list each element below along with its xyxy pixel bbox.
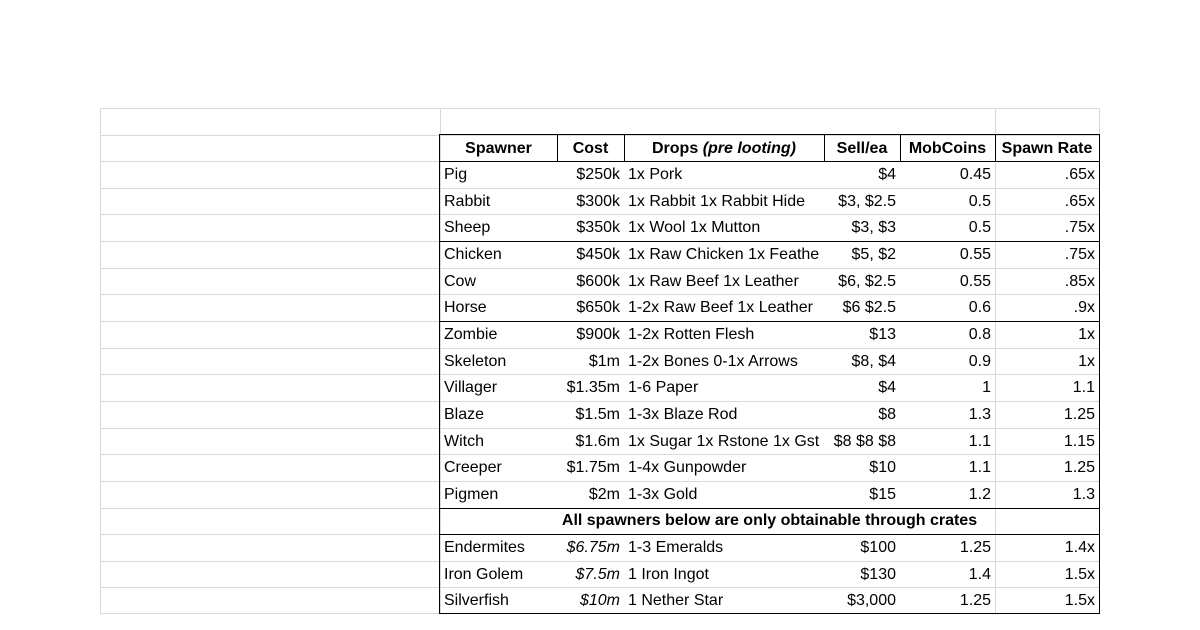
table-cell-cost[interactable]: $650k: [576, 299, 620, 316]
table-cell-drops[interactable]: 1x Raw Beef 1x Leather: [628, 273, 799, 290]
table-cell-sell[interactable]: $4: [878, 379, 896, 396]
table-cell-drops[interactable]: 1x Wool 1x Mutton: [628, 219, 761, 236]
table-cell-spawn-rate[interactable]: .9x: [1073, 299, 1095, 316]
crate-cell-drops[interactable]: 1-3 Emeralds: [628, 539, 724, 556]
table-cell-sell[interactable]: $10: [869, 459, 896, 476]
table-cell-mobcoins[interactable]: 0.55: [959, 273, 991, 290]
table-cell-spawner[interactable]: Villager: [444, 379, 498, 396]
table-cell-mobcoins[interactable]: 0.45: [959, 166, 991, 183]
table-cell-cost[interactable]: $1.5m: [575, 406, 620, 423]
table-cell-spawner[interactable]: Creeper: [444, 459, 502, 476]
table-cell-mobcoins[interactable]: 0.8: [968, 326, 991, 343]
header-drops-suffix: (pre looting): [702, 140, 796, 157]
table-cell-sell[interactable]: $3, $3: [851, 219, 896, 236]
table-cell-mobcoins[interactable]: 1.1: [968, 459, 991, 476]
table-cell-sell[interactable]: $13: [869, 326, 896, 343]
table-cell-sell[interactable]: $6 $2.5: [842, 299, 896, 316]
table-cell-spawner[interactable]: Pigmen: [444, 486, 499, 503]
crate-cell-spawn-rate[interactable]: 1.5x: [1064, 566, 1095, 583]
table-cell-spawner[interactable]: Skeleton: [444, 353, 507, 370]
crate-cell-sell[interactable]: $100: [860, 539, 896, 556]
crate-cell-spawner[interactable]: Silverfish: [444, 592, 509, 609]
table-cell-drops[interactable]: 1x Rabbit 1x Rabbit Hide: [628, 193, 805, 210]
table-cell-cost[interactable]: $1m: [588, 353, 620, 370]
table-cell-cost[interactable]: $900k: [576, 326, 620, 343]
crate-cell-sell[interactable]: $130: [860, 566, 896, 583]
header-mobcoins[interactable]: MobCoins: [908, 140, 987, 157]
table-cell-cost[interactable]: $250k: [576, 166, 620, 183]
table-cell-spawner[interactable]: Horse: [444, 299, 487, 316]
header-spawner[interactable]: Spawner: [465, 140, 532, 157]
table-cell-sell[interactable]: $8, $4: [851, 353, 896, 370]
table-cell-cost[interactable]: $350k: [576, 219, 620, 236]
table-cell-spawner[interactable]: Pig: [444, 166, 468, 183]
table-cell-spawner[interactable]: Rabbit: [444, 193, 491, 210]
table-cell-cost[interactable]: $450k: [576, 246, 620, 263]
crate-cell-cost[interactable]: $10m: [579, 592, 620, 609]
crate-cell-spawner[interactable]: Endermites: [444, 539, 525, 556]
table-cell-sell[interactable]: $5, $2: [851, 246, 896, 263]
table-cell-mobcoins[interactable]: 1: [982, 379, 991, 396]
crate-cell-spawn-rate[interactable]: 1.5x: [1064, 592, 1095, 609]
table-cell-spawner[interactable]: Zombie: [444, 326, 498, 343]
table-cell-cost[interactable]: $2m: [588, 486, 620, 503]
crate-cell-drops[interactable]: 1 Nether Star: [628, 592, 724, 609]
table-cell-spawn-rate[interactable]: 1.25: [1063, 406, 1095, 423]
table-cell-mobcoins[interactable]: 0.5: [968, 219, 991, 236]
border-top: [439, 134, 1100, 135]
table-cell-spawner[interactable]: Cow: [444, 273, 477, 290]
table-cell-drops[interactable]: 1-2x Bones 0-1x Arrows: [628, 353, 798, 370]
table-cell-cost[interactable]: $1.75m: [566, 459, 620, 476]
table-cell-drops[interactable]: 1-3x Gold: [628, 486, 698, 503]
table-cell-drops[interactable]: 1-2x Raw Beef 1x Leather: [628, 299, 813, 316]
table-cell-spawn-rate[interactable]: .65x: [1064, 166, 1095, 183]
table-cell-sell[interactable]: $8 $8 $8: [833, 433, 896, 450]
gridline-h: [100, 108, 1100, 109]
crate-note[interactable]: All spawners below are only obtainable through crates: [561, 512, 978, 529]
table-cell-mobcoins[interactable]: 0.9: [968, 353, 991, 370]
table-cell-spawn-rate[interactable]: 1.3: [1072, 486, 1095, 503]
table-cell-mobcoins[interactable]: 0.6: [968, 299, 991, 316]
crate-cell-mobcoins[interactable]: 1.4: [968, 566, 991, 583]
table-cell-spawn-rate[interactable]: .75x: [1064, 246, 1095, 263]
table-cell-mobcoins[interactable]: 1.2: [968, 486, 991, 503]
table-cell-mobcoins[interactable]: 1.1: [968, 433, 991, 450]
crate-cell-drops[interactable]: 1 Iron Ingot: [628, 566, 709, 583]
table-cell-sell[interactable]: $3, $2.5: [838, 193, 896, 210]
table-cell-cost[interactable]: $300k: [576, 193, 620, 210]
header-sell[interactable]: Sell/ea: [836, 140, 888, 157]
table-cell-spawn-rate[interactable]: 1.1: [1072, 379, 1095, 396]
gridline-v: [100, 108, 101, 614]
table-cell-drops[interactable]: 1-3x Blaze Rod: [628, 406, 738, 423]
crate-cell-sell[interactable]: $3,000: [847, 592, 896, 609]
table-cell-drops[interactable]: 1x Sugar 1x Rstone 1x Gst: [628, 433, 820, 450]
table-cell-spawner[interactable]: Sheep: [444, 219, 491, 236]
crate-cell-spawner[interactable]: Iron Golem: [444, 566, 524, 583]
table-cell-spawn-rate[interactable]: 1.15: [1063, 433, 1095, 450]
table-cell-spawner[interactable]: Witch: [444, 433, 484, 450]
table-cell-spawn-rate[interactable]: .65x: [1064, 193, 1095, 210]
table-cell-drops[interactable]: 1x Raw Chicken 1x Feathe: [628, 246, 820, 263]
table-cell-cost[interactable]: $600k: [576, 273, 620, 290]
table-cell-drops[interactable]: 1-6 Paper: [628, 379, 699, 396]
crate-cell-mobcoins[interactable]: 1.25: [959, 592, 991, 609]
table-cell-spawn-rate[interactable]: 1x: [1078, 353, 1095, 370]
header-drops[interactable]: [624, 136, 824, 162]
header-spawn-rate[interactable]: Spawn Rate: [1001, 140, 1093, 157]
table-cell-spawner[interactable]: Chicken: [444, 246, 502, 263]
crate-cell-mobcoins[interactable]: 1.25: [959, 539, 991, 556]
crate-cell-cost[interactable]: $6.75m: [566, 539, 620, 556]
table-cell-spawn-rate[interactable]: 1x: [1078, 326, 1095, 343]
table-cell-drops[interactable]: 1-2x Rotten Flesh: [628, 326, 755, 343]
table-cell-sell[interactable]: $6, $2.5: [838, 273, 896, 290]
table-cell-spawn-rate[interactable]: .85x: [1064, 273, 1095, 290]
crate-cell-cost[interactable]: $7.5m: [575, 566, 620, 583]
border-right: [1099, 134, 1100, 614]
table-cell-drops[interactable]: 1-4x Gunpowder: [628, 459, 747, 476]
crate-cell-spawn-rate[interactable]: 1.4x: [1064, 539, 1095, 556]
table-cell-mobcoins[interactable]: 0.55: [959, 246, 991, 263]
header-cost[interactable]: Cost: [572, 140, 609, 157]
table-cell-mobcoins[interactable]: 0.5: [968, 193, 991, 210]
header-drops-label: Drops: [652, 140, 699, 157]
table-cell-cost[interactable]: $1.6m: [575, 433, 620, 450]
table-cell-sell[interactable]: $15: [869, 486, 896, 503]
table-cell-drops[interactable]: 1x Pork: [628, 166, 683, 183]
table-cell-cost[interactable]: $1.35m: [566, 379, 620, 396]
table-cell-spawner[interactable]: Blaze: [444, 406, 485, 423]
table-cell-spawn-rate[interactable]: 1.25: [1063, 459, 1095, 476]
table-cell-sell[interactable]: $8: [878, 406, 896, 423]
table-cell-sell[interactable]: $4: [878, 166, 896, 183]
table-cell-spawn-rate[interactable]: .75x: [1064, 219, 1095, 236]
table-cell-mobcoins[interactable]: 1.3: [968, 406, 991, 423]
